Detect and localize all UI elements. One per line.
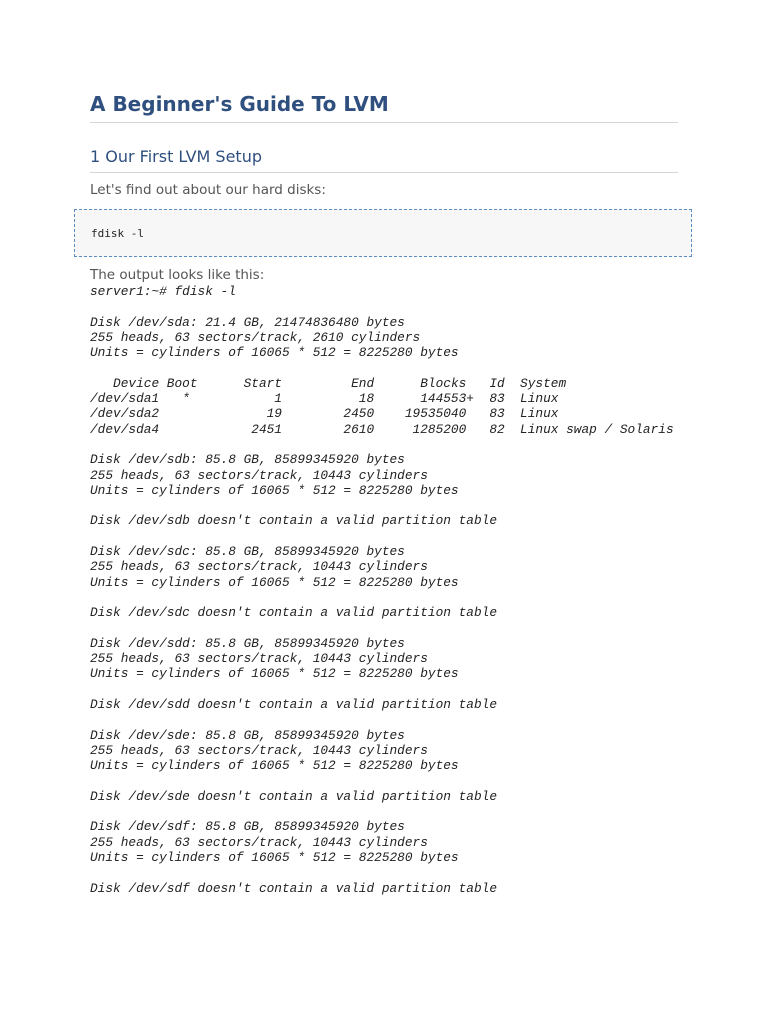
title-divider [90, 122, 678, 123]
output-line: 255 heads, 63 sectors/track, 10443 cylinders [90, 467, 428, 483]
output-line: 255 heads, 63 sectors/track, 10443 cylinders [90, 651, 428, 667]
output-line: Units = cylinders of 16065 * 512 = 8225280 bytes [90, 574, 459, 590]
command-code: fdisk -l [91, 227, 144, 240]
output-line: 255 heads, 63 sectors/track, 2610 cylinders [90, 329, 421, 345]
section-divider [90, 172, 678, 173]
output-line: Disk /dev/sdc doesn't contain a valid partition table [90, 605, 498, 621]
output-line: Units = cylinders of 16065 * 512 = 8225280 bytes [90, 482, 459, 498]
output-line: Units = cylinders of 16065 * 512 = 8225280 bytes [90, 345, 459, 361]
output-line: Disk /dev/sdb doesn't contain a valid partition table [90, 513, 498, 529]
output-line: Device Boot Start End Blocks Id System [90, 375, 567, 391]
output-line: 255 heads, 63 sectors/track, 10443 cylinders [90, 559, 428, 575]
output-line: Disk /dev/sdb: 85.8 GB, 85899345920 bytes [90, 452, 405, 468]
output-line: Disk /dev/sde doesn't contain a valid partition table [90, 788, 498, 804]
intro-paragraph: Let's find out about our hard disks: [90, 182, 326, 198]
output-line: /dev/sda1 * 1 18 144553+ 83 Linux [90, 391, 559, 407]
output-line: 255 heads, 63 sectors/track, 10443 cylinders [90, 834, 428, 850]
output-line: Units = cylinders of 16065 * 512 = 8225280 bytes [90, 849, 459, 865]
output-line: Disk /dev/sdf: 85.8 GB, 85899345920 bytes [90, 819, 405, 835]
output-line: server1:~# fdisk -l [90, 284, 236, 299]
page-title: A Beginner's Guide To LVM [90, 92, 389, 116]
output-line: Disk /dev/sda: 21.4 GB, 21474836480 bytes [90, 314, 405, 330]
output-line: Units = cylinders of 16065 * 512 = 8225280 bytes [90, 666, 459, 682]
output-label: The output looks like this: [90, 267, 265, 283]
output-line: Disk /dev/sdc: 85.8 GB, 85899345920 bytes [90, 544, 405, 560]
output-line: /dev/sda2 19 2450 19535040 83 Linux [90, 406, 559, 422]
output-line: Disk /dev/sdf doesn't contain a valid partition table [90, 880, 498, 896]
output-line: Disk /dev/sdd: 85.8 GB, 85899345920 bytes [90, 635, 405, 651]
section-heading: 1 Our First LVM Setup [90, 147, 262, 166]
output-line: Disk /dev/sde: 85.8 GB, 85899345920 bytes [90, 727, 405, 743]
command-code-box [74, 209, 692, 257]
output-line: Disk /dev/sdd doesn't contain a valid partition table [90, 697, 498, 713]
output-line: 255 heads, 63 sectors/track, 10443 cylinders [90, 742, 428, 758]
output-line: /dev/sda4 2451 2610 1285200 82 Linux swap / Solaris [90, 421, 674, 437]
output-line: Units = cylinders of 16065 * 512 = 8225280 bytes [90, 758, 459, 774]
command-output [90, 284, 678, 896]
